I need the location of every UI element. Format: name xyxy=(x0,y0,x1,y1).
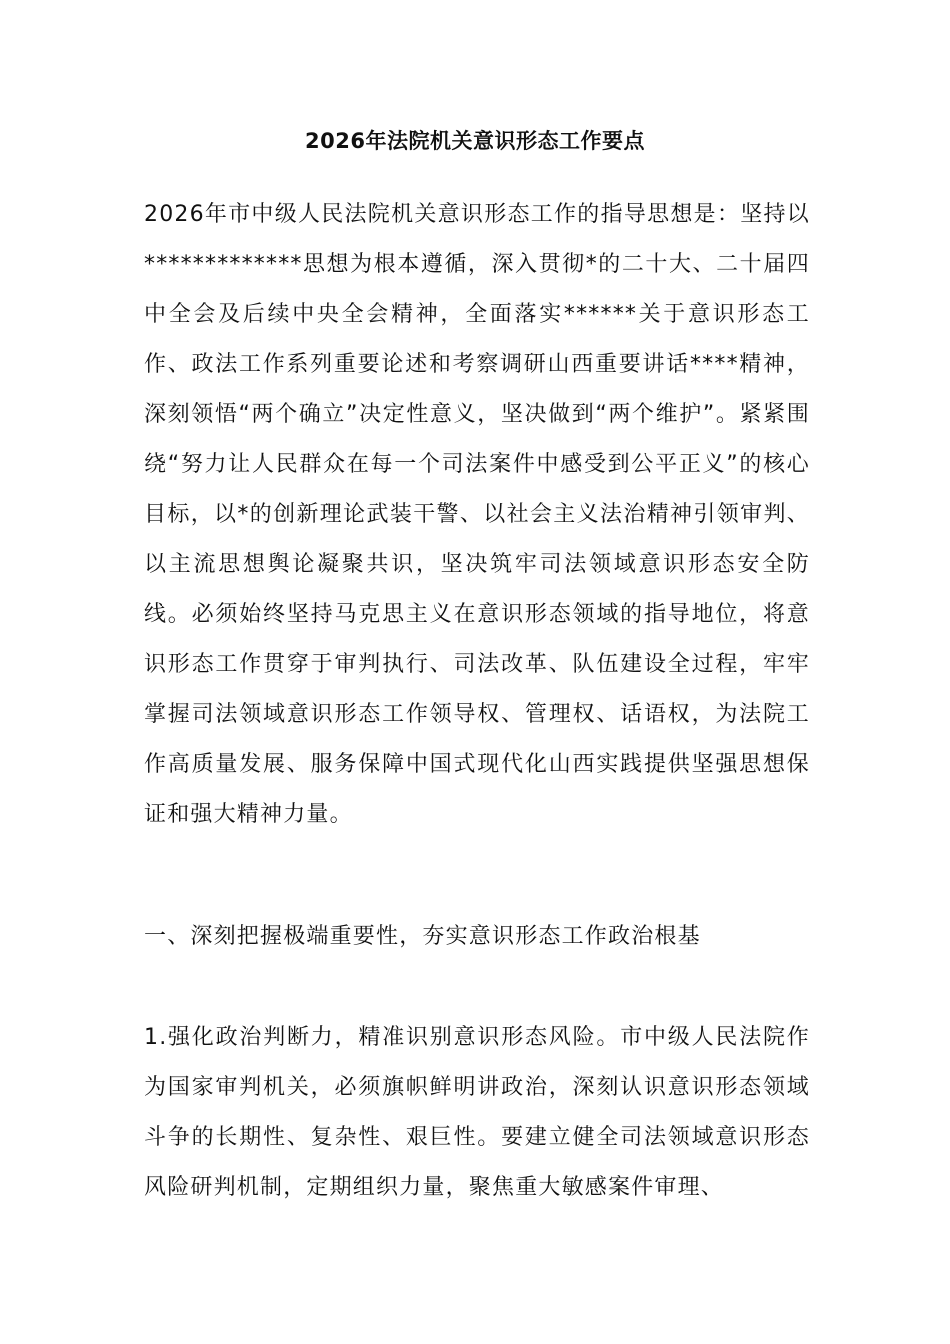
section-item-paragraph: 1.强化政治判断力，精准识别意识形态风险。市中级人民法院作为国家审判机关，必须旗帜鲜明讲政治，深刻认识意识形态领域斗争的长期性、复杂性、艰巨性。要建立健全司法领域意识形态风险研判机制，定期组织力量，聚焦重大敏感案件审理、 xyxy=(144,1025,810,1200)
intro-paragraph: 2026年市中级人民法院机关意识形态工作的指导思想是：坚持以*************思想为根本遵循，深入贯彻*的二十大、二十届四中全会及后续中央全会精神，全面落实******关于意识形态工作、政法工作系列重要论述和考察调研山西重要讲话****精神，深刻领悟“两个确立”决定性意义，坚决做到“两个维护”。紧紧围绕“努力让人民群众在每一个司法案件中感受到公平正义”的核心目标，以*的创新理论武装干警、以社会主义法治精神引领审判、以主流思想舆论凝聚共识，坚决筑牢司法领域意识形态安全防线。必须始终坚持马克思主义在意识形态领域的指导地位，将意识形态工作贯穿于审判执行、司法改革、队伍建设全过程，牢牢掌握司法领域意识形态工作领导权、管理权、话语权，为法院工作高质量发展、服务保障中国式现代化山西实践提供坚强思想保证和强大精神力量。 xyxy=(144,202,810,827)
section-heading: 一、深刻把握极端重要性，夯实意识形态工作政治根基 xyxy=(144,924,701,949)
document-title: 2026年法院机关意识形态工作要点 xyxy=(305,129,645,153)
